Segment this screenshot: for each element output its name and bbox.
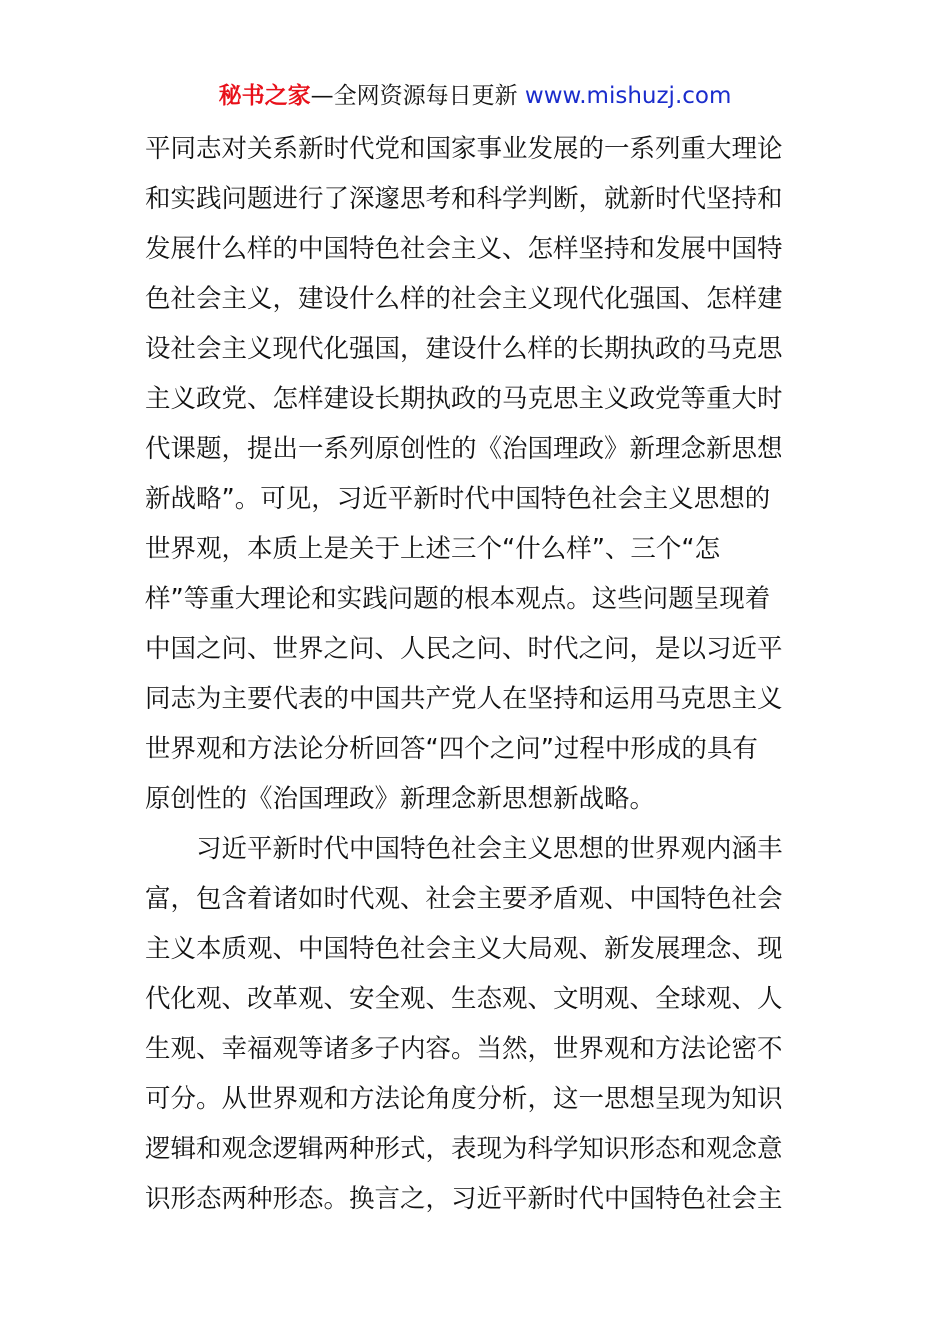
text-line: 同志为主要代表的中国共产党人在坚持和运用马克思主义 (145, 684, 783, 714)
text-line: 富，包含着诸如时代观、社会主要矛盾观、中国特色社会 (145, 884, 783, 914)
text-line: 色社会主义，建设什么样的社会主义现代化强国、怎样建 (145, 284, 783, 314)
document-body (145, 124, 810, 1224)
text-line: 和实践问题进行了深邃思考和科学判断，就新时代坚持和 (145, 184, 783, 214)
text-line: 代化观、改革观、安全观、生态观、文明观、全球观、人 (145, 984, 783, 1014)
text-line: 世界观，本质上是关于上述三个“什么样”、三个“怎 (145, 534, 721, 564)
text-line: 逻辑和观念逻辑两种形式，表现为科学知识形态和观念意 (145, 1134, 783, 1164)
text-line: 主义本质观、中国特色社会主义大局观、新发展理念、现 (145, 934, 783, 964)
text-line: 中国之问、世界之问、人民之问、时代之问，是以习近平 (145, 634, 783, 664)
text-line: 设社会主义现代化强国，建设什么样的长期执政的马克思 (145, 334, 783, 364)
site-header (0, 80, 950, 112)
text-line: 原创性的《治国理政》新理念新思想新战略。 (145, 784, 656, 814)
text-line: 可分。从世界观和方法论角度分析，这一思想呈现为知识 (145, 1084, 783, 1114)
site-url-link[interactable]: www.mishuzj.com (524, 83, 732, 109)
text-line: 生观、幸福观等诸多子内容。当然，世界观和方法论密不 (145, 1034, 783, 1064)
text-line: 平同志对关系新时代党和国家事业发展的一系列重大理论 (145, 134, 783, 164)
site-brand: 秘书之家 (218, 83, 311, 109)
text-line: 世界观和方法论分析回答“四个之问”过程中形成的具有 (145, 734, 758, 764)
text-line: 新战略”。可见，习近平新时代中国特色社会主义思想的 (145, 484, 771, 514)
text-line: 代课题，提出一系列原创性的《治国理政》新理念新思想 (145, 434, 783, 464)
text-line: 识形态两种形态。换言之，习近平新时代中国特色社会主 (145, 1184, 783, 1214)
paragraph-first-line: 习近平新时代中国特色社会主义思想的世界观内涵丰 (196, 834, 783, 864)
text-line: 样”等重大理论和实践问题的根本观点。这些问题呈现着 (145, 584, 771, 614)
text-line: 发展什么样的中国特色社会主义、怎样坚持和发展中国特 (145, 234, 783, 264)
text-line: 主义政党、怎样建设长期执政的马克思主义政党等重大时 (145, 384, 783, 414)
site-tagline: —全网资源每日更新 (310, 83, 518, 109)
